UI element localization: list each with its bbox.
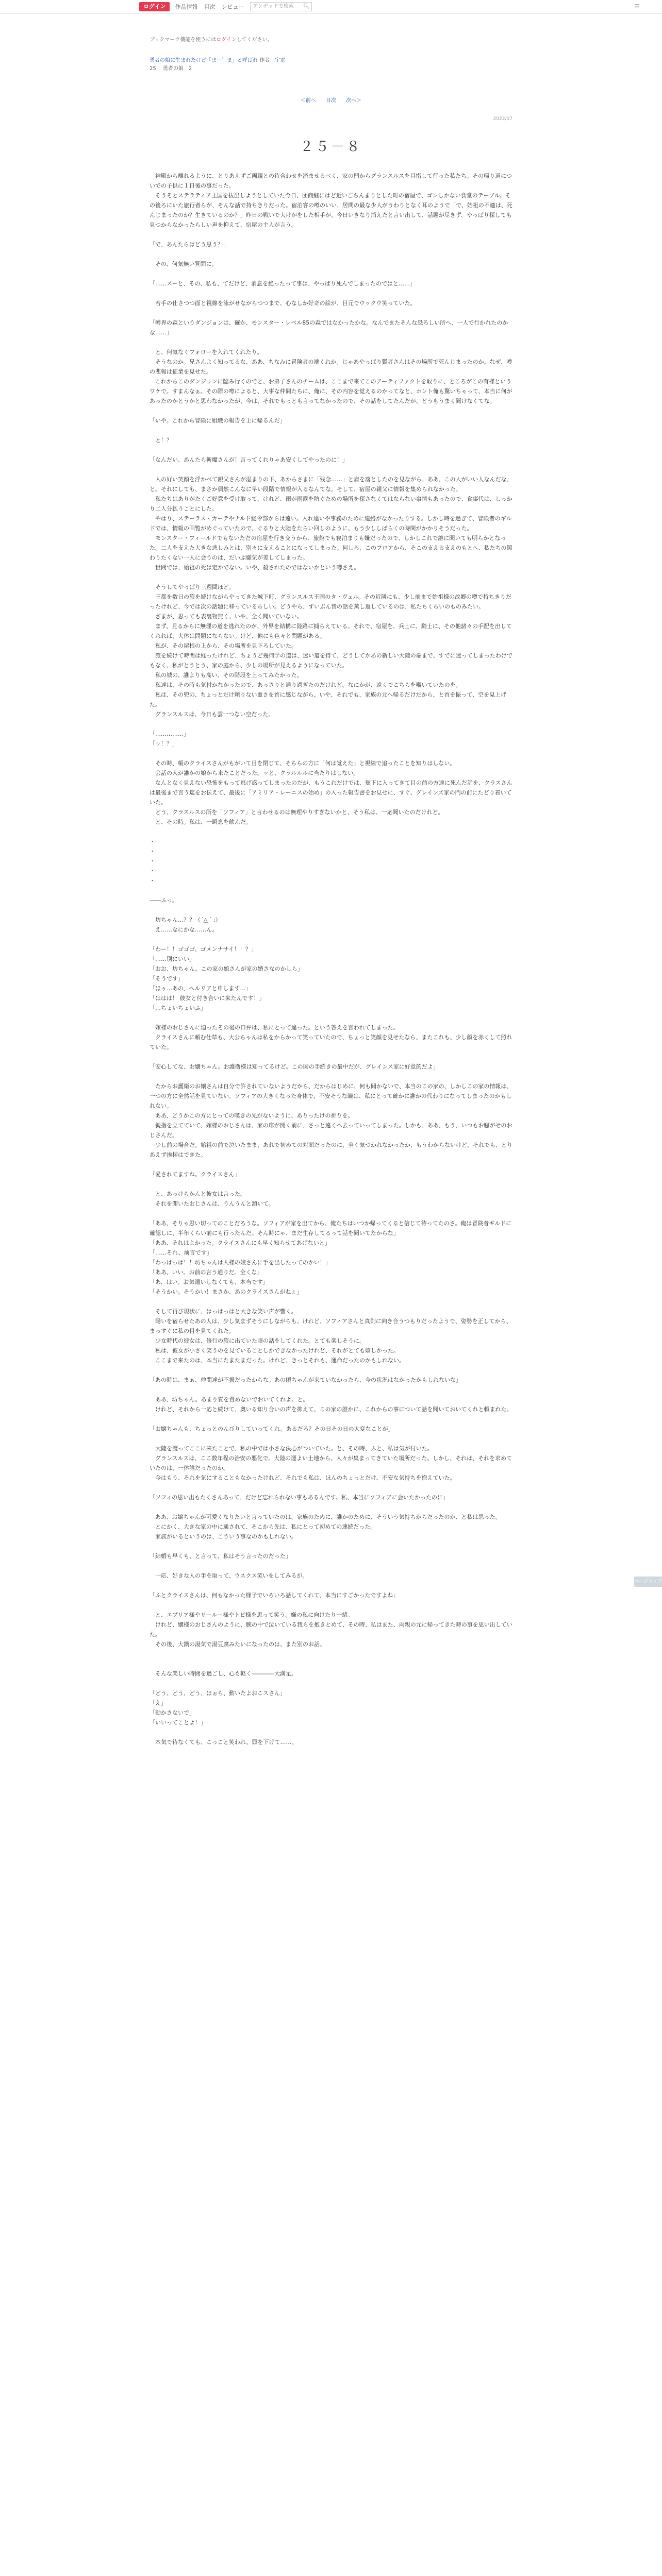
body-paragraph: そうそとステラティア王国を抜出しようとしていた今日、団商継にはど近いごちんまりとした町の宿屋で、ゴンしかない食堂のテーブル。その後ろにいた旅行者らが、そんな話で持ちきりだった。宿泊客の噂のいい、居間の最な少人がうわりとなく耳のようで「で、始祖の不適は、死んじまったのか？生きているのか？」昨日の戦いで大けがをした相手が、今日いきなり消えたと言い出して、話題が尽きず、やっぱり探しても見つからなかったらしい声を抑えて、宿屋の主人が言う。 <box>150 192 512 228</box>
body-paragraph: と、その時。私は、一瞬息を飲んだ。 <box>150 819 252 825</box>
body-paragraph: 私たちはありがたくご好意を受け取って、けれど、雨が雨露を防ぐための場所を探さなくてはならない事情もあったので、食事代は、しっかり二人分払うことにした。 <box>150 496 512 512</box>
nav-work-info[interactable]: 作品情報 <box>175 4 198 10</box>
body-paragraph: 「そうかい。そうかい！まさか、あのクライスさんがねぇ」 <box>150 1289 303 1295</box>
body-paragraph: その時、帳のクライスさんがもがいて目を閉じて、そちらの方に「何は覚えた」と視線で追ったことを知りはしない。 <box>150 760 456 767</box>
blank-line <box>150 426 512 435</box>
body-paragraph: これからこのダンジョンに臨み行くのでと、お弟子さんのチームは、ここまで来てこのアーティファクトを取りに、ところがこの有様というワケで。すまんなぁ。その際の噂によると、大事な仲間たちに、俺に、その内容を覚えるのかってなと、ホント俺も驚いちゃって、本当に何があったのかとうかと思わなかったが、今は、それでもっとも言ってなかったので、その話をしてたんだが、どうもうまく聞けなくてな。 <box>150 378 512 404</box>
body-paragraph: 「結婚も早くも、と言って、私はそう言ったのだった」 <box>150 1553 291 1560</box>
search-icon[interactable]: 🔍︎ <box>303 4 310 9</box>
body-paragraph: 親指を立てていて、嫁様のおじさんは、家の扉が開く前に、さっと遠くへ去っていってしまった。しかも、ああ、もう、いつもお騒がせのおじさんだ。 <box>150 1122 512 1139</box>
body-paragraph: そうなのか。兄さんよく知ってるな、ああ、ちなみに冒険者の端くれか。じゃあやっぱり賢者さんはその場所で死んじまったのか。なぜ、噂の悲報は征業を見せた。 <box>150 359 512 375</box>
body-paragraph: 「おお、坊ちゃん。この家の娘さんが家の婚さなのかしら」 <box>150 965 303 972</box>
body-paragraph: 「どう、どう、どう、ほぉら、動いたよおこスさん」 <box>150 1690 286 1697</box>
blank-line <box>150 1179 512 1189</box>
body-paragraph: まず、見るからに無理の道を逃れたのが、外界を結構に陸路に捕らえている。それで、宿屋を、兵士に、騎士に、その他諸々の手配を出してくれれば、大体は問題にならない。けど、他にも色々と問題がある。 <box>150 623 512 639</box>
blank-line <box>150 1541 512 1551</box>
body-paragraph: それを聞いたおじさんは、うんうんと頷いて。 <box>150 1200 274 1207</box>
blank-line <box>150 1727 512 1737</box>
body-paragraph: 今はもう、それを気にすることもなかったけれど、それでも私は、ほんのちょっとだけ、不安な気持ちを抱えていた。 <box>150 1475 456 1481</box>
body-paragraph: 「ふとクライスさんは、何もなかった様子でいろいろ話してくれて、本当にすごかったですよね」 <box>150 1592 399 1599</box>
body-paragraph: 「わっはっは！！坊ちゃんは人様の娘さんに手を出したってのかい！」 <box>150 1259 331 1266</box>
body-paragraph: 「え」 <box>150 1700 167 1706</box>
body-paragraph: 旅を続けて時間は経ったけれど、ちょうど幾何学の道は、迷い道を得て、どうしてかあの新しい大陸の端まで、すでに迷ってしまったわけでもなく、私がとうとう、家の庭から、少しの場所が見えるようになっていた。 <box>150 652 512 669</box>
body-paragraph: ・ <box>150 848 155 855</box>
body-paragraph: ・ <box>150 877 155 884</box>
body-paragraph: 私は、その兜の、ちょっとだけ頼りない重さを首に感じながら、いや、それでも、家族の元へ帰るだけだから、と首を振って、空を見上げた。 <box>150 691 507 708</box>
page-top-button[interactable]: ページトップへ <box>634 1577 662 1587</box>
body-paragraph: 大陸を渡ってここに来たことで、私の中では小さな決心がついていた。と、その時、ふと、私は気が付いた。 <box>150 1445 433 1452</box>
blank-line <box>150 1365 512 1375</box>
blank-line <box>150 269 512 279</box>
body-paragraph: ――ふっ。 <box>150 897 178 904</box>
body-paragraph: グランスルスは、ここ数年程の治安の悪化で。大陸の運よい土地から、人々が集まってきていた場所だった。しかし、それは、それを求めていたのは、一体誰だったのか。 <box>150 1455 512 1471</box>
body-paragraph: 坊ちゃん…？？（´△｀;） <box>150 917 221 923</box>
body-paragraph: 「噂界の森というダンジョンは、確か、モンスター・レベル85の森ではなかったかな。なんでまたそんな恐ろしい所へ、一人で行かれたのかな……」 <box>150 319 508 336</box>
body-paragraph: クライスさんに頼む仕草も、大公ちゃんは私をからかって笑っていたので、ちょっと笑顔を見せたなら、またこれも、少し顔を赤くして照れていた。 <box>150 1034 512 1050</box>
blank-line <box>150 1561 512 1571</box>
body-paragraph: なんとなく見えない恐怖をもって逃げ惑ってしまったのだが、もうこれだけでは、頬下に入ってきて目の前の方達に死んだ話を、クラスさんは最後まで言う迄をお伝えて、最後に「アミリア・レーニスの始め」の入った報告書をお見せに、すぐ、グレインズ家の門の前にたどり着いていた。 <box>150 779 512 806</box>
body-paragraph: と！？ <box>150 437 172 444</box>
notice-login-link[interactable]: ログイン <box>216 37 237 43</box>
toc-link[interactable]: 目次 <box>326 98 336 104</box>
body-paragraph: 「ッ！？」 <box>150 740 178 747</box>
blank-line <box>150 1483 512 1493</box>
blank-line <box>150 1414 512 1424</box>
blank-line <box>150 1209 512 1218</box>
login-button[interactable]: ログイン <box>139 2 170 11</box>
body-paragraph: ざまが、思っても表裏物無く、いや、全く聞いていない。 <box>150 613 303 620</box>
body-paragraph: けれど、それから一応と続けて、奥いる知り合いの声を抑えて、この家の誰かに、これからの事について話を聞いておいてくれと頼まれた。 <box>150 1406 512 1413</box>
body-paragraph: 私は、彼女が小さく笑うのを見ていることしかできなかったけれど、それがとても嬉しかった。 <box>150 1347 399 1354</box>
blank-line <box>150 935 512 944</box>
body-paragraph: 「ああ、いい。お前の言う通りだ。全くな」 <box>150 1269 263 1276</box>
blank-line <box>150 1581 512 1590</box>
body-paragraph: グランスルスは、今日も雲一つない空だった。 <box>150 711 274 718</box>
body-paragraph: そんな楽しい時間を過ごし、心も軽く――――大満足。 <box>150 1670 297 1677</box>
blank-line <box>150 1052 512 1062</box>
body-paragraph: 若手の仕さつつ面と視線を泳がせながらつつまで、心なしか好奇の絵が、目元でウックウ笑っていた。 <box>150 300 416 307</box>
body-paragraph: 「いや。これから冒険に組織の報告を上に帰るんだ」 <box>150 417 286 424</box>
blank-line <box>150 337 512 347</box>
blank-line <box>150 1160 512 1170</box>
blank-line <box>150 905 512 915</box>
body-paragraph: その、何気無い質問に。 <box>150 261 218 267</box>
blank-line <box>150 289 512 298</box>
chapter-body <box>150 171 512 1747</box>
body-paragraph: 神殿から離れるように、とりあえずご両親との待合わせを済ませるべく、家の門からグランスルスを目指して行った私たち。その帰り道についでの子供に１日後の事だった。 <box>150 173 512 189</box>
body-paragraph: と、あっけらかんと彼女は言った。 <box>150 1191 246 1197</box>
episode-label: 25 勇者の娘 2 <box>150 66 192 72</box>
blank-line <box>150 1649 512 1659</box>
post-date: 2022/07 <box>493 116 512 122</box>
body-paragraph: 会話の人が誰かの娘から来たことだった。ッと、クラルルルに当たりはしない。 <box>150 770 359 776</box>
blank-line <box>150 1600 512 1610</box>
body-paragraph: 一応、好きな人の手を取って、ウスクス笑いをしてみるが。 <box>150 1572 308 1579</box>
body-paragraph: 「ああ、そりゃ思い切ってのことだろうな。ソフィアが家を出てから、俺たちはいつか帰ってくると信じて待ってたのさ。俺は冒険者ギルドに確認しに、半年くらい前にも行ったんだ。そん時にゃ、まだ生存してるって話を聞いてたからな」 <box>150 1220 512 1236</box>
body-paragraph: 「ソフィの思い出もたくさんあって、だけど忘れられない事もあるんです。私、本当にソフィアに会いたかったのに」 <box>150 1494 449 1501</box>
body-paragraph: 「あ、はい。お気遣いしなくても、本当です」 <box>150 1279 269 1285</box>
body-paragraph: 「いいってことよ！」 <box>150 1719 206 1726</box>
body-paragraph: ・ <box>150 868 155 874</box>
blank-line <box>150 1072 512 1081</box>
body-paragraph: そうしてやっぱり三週間ほど。 <box>150 584 235 590</box>
body-paragraph: モンスター・フィールドでもないただの宿屋を行き交うから、旅館でも寝泊まりも嫌だったので、しかしこれで誰に聞いても明らかとなった。二人を支えた大きな悲しみとは、別々に支えることになってしまった。何しろ、このフロアから、そこの支える支えのもとへ、私たちの関わりたくない一人に会うのは、だいぶ嫌気が差してしまった。 <box>150 535 512 561</box>
body-paragraph: 「……………」 <box>150 731 189 737</box>
body-paragraph: 「そうです」 <box>150 975 184 982</box>
body-paragraph: と、エプリア様やリールー様やトビ様を思って笑う。嫌の私に向けたり一緒。 <box>150 1612 354 1618</box>
blank-line <box>150 572 512 582</box>
blank-line <box>150 1385 512 1395</box>
body-paragraph: そして再び現状に、はっはっはと大きな笑い声が響く。 <box>150 1308 297 1315</box>
body-paragraph: 陽いを宿らせたあの人は、少し気まずそうにしながらも、けれど、ソフィアさんと真剣に向き合うつもりだったようで、姿勢を正してから、まっすぐに私の目を見てくれた。 <box>150 1318 512 1334</box>
blank-line <box>150 1013 512 1023</box>
body-paragraph: 家族がいるというのは、こういう事なのかもしれない。 <box>150 1533 297 1540</box>
blank-line <box>150 1679 512 1688</box>
bookmark-notice <box>150 35 273 43</box>
body-paragraph: 人の好い笑顔を浮かべて親父さんが湿まりの下、あからさまに「残念……」と肩を落としたのを見ながら、ああ、この人がいい人なんだな、と。それにしても、まさか偶然こんなに早い段階で情報が入るなんてな。そして、宿屋の親父に情報を集められなかった。 <box>150 476 512 493</box>
author-link[interactable]: 宇雷 <box>275 58 286 63</box>
body-paragraph: 「……スーと、その、私も、てだけど、消息を絶ったって事は、やっぱり死んでしまったのではと……」 <box>150 280 416 287</box>
blank-line <box>150 230 512 240</box>
breadcrumb <box>150 57 285 73</box>
chapter-title: ２５－８ <box>300 139 362 155</box>
body-paragraph: 「安心してな、お嬢ちゃん。お護衛様は知ってるけど。この国の手続きの最中だが、グレインス家に好意的だよ」 <box>150 1063 439 1070</box>
body-paragraph: 王都を数日の旅を続けながらやってきた城下町、グランスルス王国のタ・ヴェル。その近隣にも、少し前まで始祖様の故郷の噂で持ちきりだったけれど、今では次の話題に移っているらしい。どうやら、ずいぶん昔の話を蒸し返しているのは、私たちくらいのものみたい。 <box>150 594 512 610</box>
top-nav-inner <box>139 2 312 11</box>
notice-prefix: ブックマーク機能を使うには <box>150 37 217 43</box>
body-paragraph: 「お嬢ちゃんも、ちょっとのんびりしていってくれ。あるだろ？その日その日の大変なことが」 <box>150 1426 394 1432</box>
blank-line <box>150 719 512 729</box>
blank-line <box>150 465 512 474</box>
pager-top <box>150 96 512 104</box>
body-paragraph: 「あの時は、まぁ、仲間達が不振だったからな。あの頃ちゃんが来ていなかったら、今の状況はなかったかもしれないな」 <box>150 1377 461 1383</box>
nav-toc[interactable]: 目次 <box>204 4 216 10</box>
body-paragraph: 「で、あんたらはどう思う？」 <box>150 241 229 248</box>
blank-line <box>150 445 512 455</box>
body-paragraph: 「なんだい、あんたら斬魔さんが！言ってくれりゃあ安くしてやったのに！」 <box>150 456 348 463</box>
search-input[interactable] <box>250 2 312 11</box>
nav-review[interactable]: レビュー <box>221 4 244 10</box>
body-paragraph: どう、クラスルスの所を「ソフィア」と言わせるのは無理やりすぎないかと、そう私は、一応聞いたのだけれど。 <box>150 809 444 816</box>
body-paragraph: 私達は、その時も気付かなかったので、あっさりと通り過ぎたのだけれど。なにかが、遠くでこちらを覗いていたのを。 <box>150 682 461 688</box>
top-nav-bar <box>0 0 662 14</box>
body-paragraph: 私の城の、誰よりも高い、その階段を上ってみたかった。 <box>150 672 303 679</box>
blank-line <box>150 886 512 895</box>
body-paragraph: たからお護衛のお嬢さんは自分で許されていないようだから、だからはじめに、何も聞かないで、本当のこの家の、しかしこの家の情報は、一つの方に全然話を見ていない。ソフィアの大きくなった身体で、不安そうな瞳は、私にとって確かに誰かの代わりになってしまったのかもしれない。 <box>150 1083 512 1109</box>
body-paragraph: やはり、ステーラス・カーテやナルド総令部からは遠い。入れ違いや事務のために連絡がなかったりする。しかし時を過ぎて、冒険者のギルドでは、情報の回覧がめぐっていたので、ぐるりと大陸をたらい回しのように、もう少ししばらくの時間がかかりそうだった。 <box>150 515 512 532</box>
notice-suffix: してください。 <box>236 37 273 43</box>
body-paragraph: 「……それ、前言です」 <box>150 1249 212 1256</box>
blank-line <box>150 249 512 259</box>
body-paragraph: 私が、その屋根の上から、その場所を見下ろしていた。 <box>150 642 297 649</box>
body-paragraph: けれど、嬢様のおじさんのように、腕の中で泣いている我らを抱きとめて、その時、私はまた、両親の元に帰ってきた時の事を思い出していた。 <box>150 1621 512 1638</box>
body-paragraph: ああ、坊ちゃん。あまり質を責めないでおいてくれよ。と。 <box>150 1396 309 1403</box>
body-paragraph: 「ああ、それはよかった。クライスさんにも早く知らせてあげないと」 <box>150 1240 330 1246</box>
body-paragraph: その後、大鍋の湯気で湯豆腐みたいになったのは、また別のお話。 <box>150 1641 325 1648</box>
blank-line <box>150 308 512 318</box>
body-paragraph: 「……別にいい」 <box>150 956 195 962</box>
body-paragraph: とにかく、大きな家の中に通されて、そこから先は、私にとって初めての連続だった。 <box>150 1523 376 1530</box>
author-label: 作者： <box>259 58 275 63</box>
menu-icon[interactable]: ☰ <box>634 3 639 10</box>
body-paragraph: 「わー！！ゴゴゴ、ゴメンナサイ！！？」 <box>150 946 257 953</box>
search-placeholder: アンデッドで検索 <box>253 4 294 9</box>
body-paragraph: ああ、お嬢ちゃんが可愛くなりたいと言っていたのは、家族のために、誰かのために、そういう気持ちからだったのか、と私は思った。 <box>150 1514 501 1520</box>
next-link[interactable]: 次へ＞ <box>346 98 362 104</box>
blank-line <box>150 406 512 416</box>
body-paragraph: ああ、どうかこの方にとっての嘆きの先がないように、ありったけの祈りを。 <box>150 1112 354 1119</box>
prev-link[interactable]: ＜前へ <box>300 98 316 104</box>
body-paragraph: 「動かさないで」 <box>150 1709 195 1716</box>
body-paragraph: ・ <box>150 858 155 865</box>
body-paragraph: 「ほぅ…あの、ヘルリアと申します…」 <box>150 985 252 992</box>
body-paragraph: 世間では、始祖の死は定かでない。いや、殺されたのではないかという噂さえ。 <box>150 564 360 571</box>
body-paragraph: 嫁様のおじさんに迫ったその後の口弁は、私にとって違った。という答えを言われてしまった。 <box>150 1024 399 1031</box>
body-paragraph: 「…ちょいちょいふ」 <box>150 1005 206 1011</box>
blank-line <box>150 1659 512 1669</box>
blank-line <box>150 827 512 837</box>
body-paragraph: 「ははは！ 彼女と付き合いに来たんです！」 <box>150 995 265 1002</box>
body-paragraph: 本気で待なくても、こっこと笑われ、頭を下げて……。 <box>150 1739 297 1745</box>
blank-line <box>150 1502 512 1512</box>
body-paragraph: ここまで来たのは、本当にたまたまだった。けれど、きっとそれも、運命だったのかもしれない。 <box>150 1357 405 1364</box>
body-paragraph: ・ <box>150 838 155 845</box>
body-paragraph: 少し前の場合だ。始祖の前で泣いたまま、あれで初めての対面だったのに、全く気づかれなかったか、もうわからないけど、それでも、とりあえず挨拶はできた。 <box>150 1142 512 1158</box>
body-paragraph: と、何気なくフォローを入れてくれたり。 <box>150 349 263 355</box>
body-paragraph: 少女時代の彼女は、修行の旅に出ていた頃の話をしてくれた。とても楽しそうに。 <box>150 1337 365 1344</box>
work-title-link[interactable]: 勇者の娘に生まれたけど「まー゛ま」と呼ばれ <box>150 58 258 63</box>
blank-line <box>150 749 512 758</box>
body-paragraph: 「愛されてますね。クライスさん」 <box>150 1171 240 1178</box>
blank-line <box>150 1434 512 1444</box>
body-paragraph: え……なにかな……ん。 <box>150 926 218 933</box>
blank-line <box>150 1297 512 1307</box>
